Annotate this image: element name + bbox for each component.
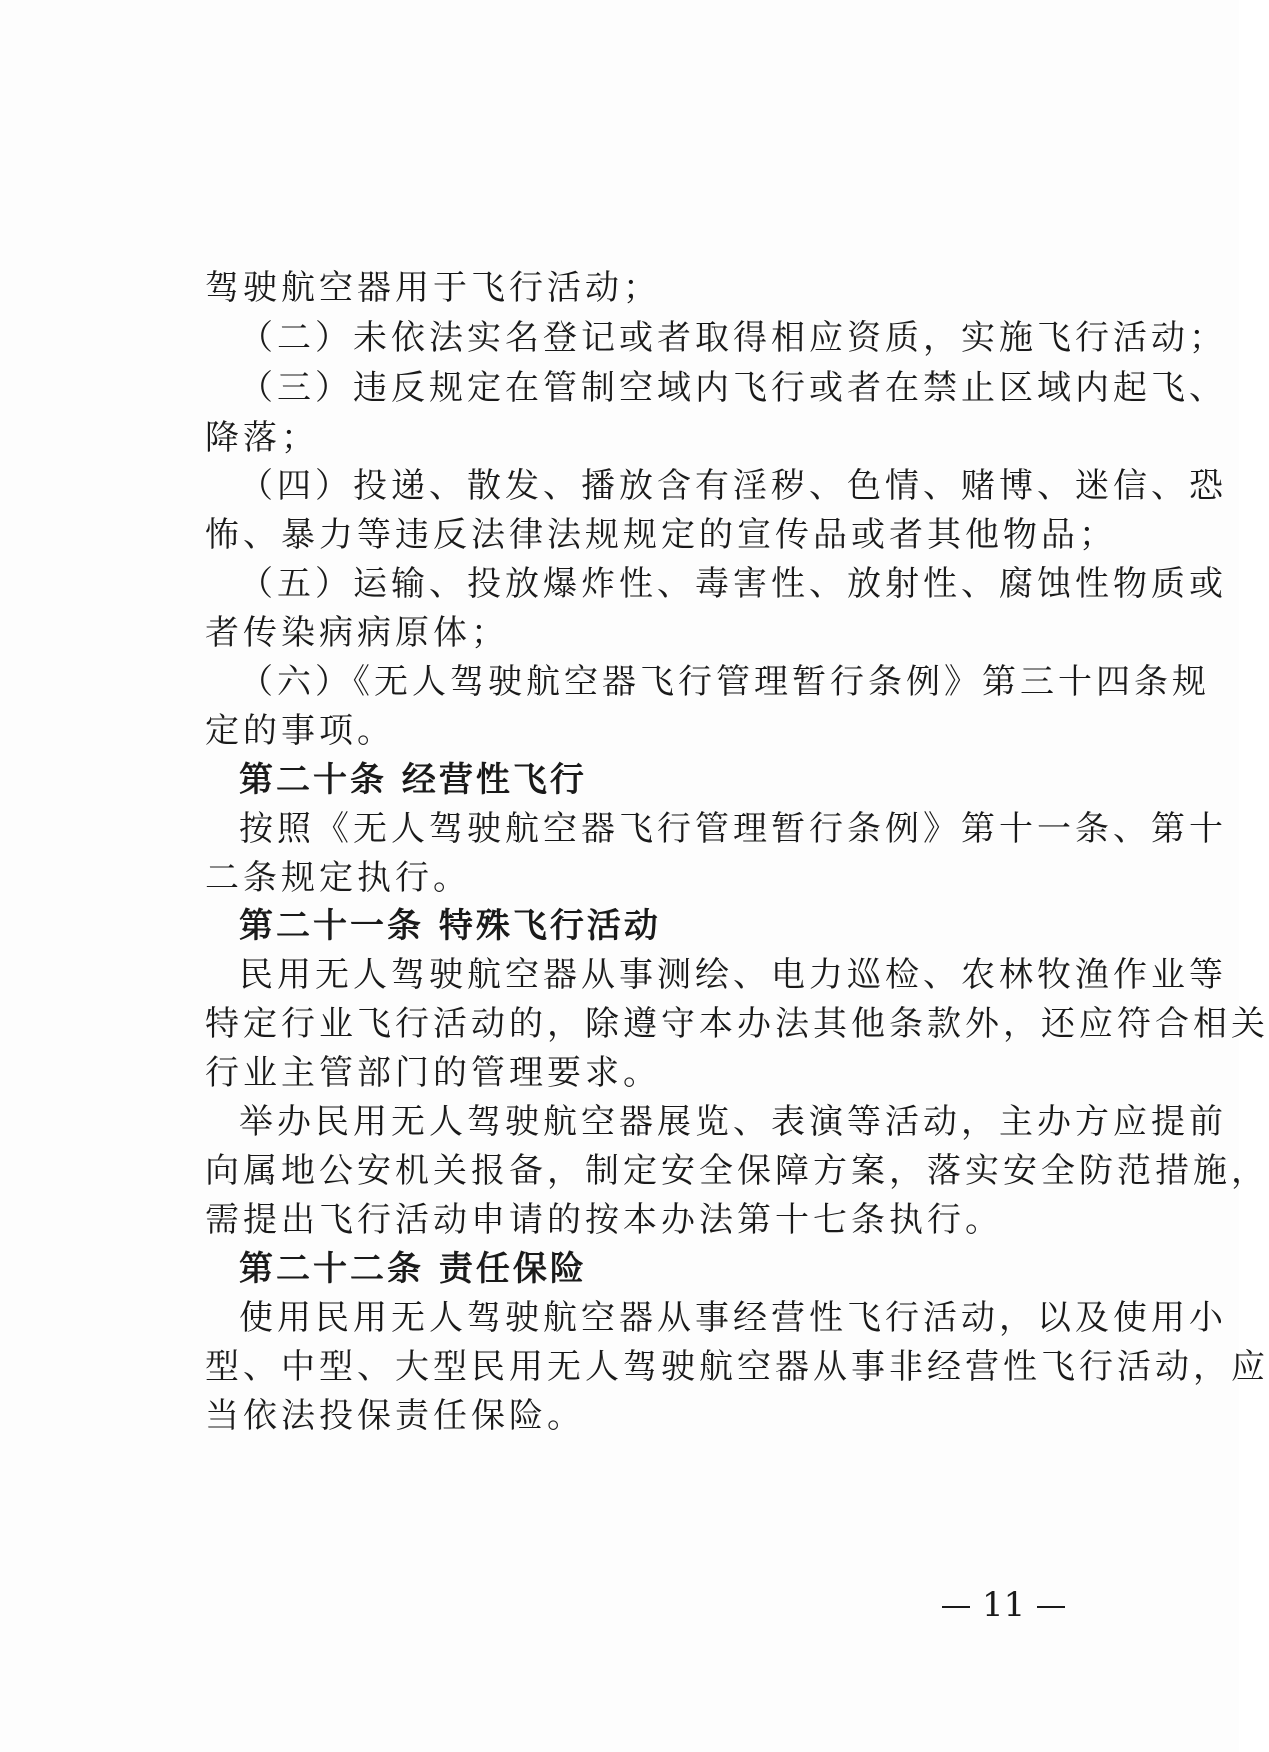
dash-left bbox=[942, 1606, 970, 1608]
text-line: 特定行业飞行活动的，除遵守本办法其他条款外，还应符合相关 bbox=[205, 1004, 1269, 1044]
list-item-2: （二）未依法实名登记或者取得相应资质，实施飞行活动； bbox=[239, 318, 1227, 358]
text-line: 当依法投保责任保险。 bbox=[205, 1396, 585, 1436]
text-line: 怖、暴力等违反法律法规规定的宣传品或者其他物品； bbox=[205, 515, 1117, 555]
list-item-4: （四）投递、散发、播放含有淫秽、色情、赌博、迷信、恐 bbox=[239, 466, 1227, 506]
page-number-value: 11 bbox=[982, 1585, 1026, 1625]
dash-right bbox=[1037, 1606, 1065, 1608]
text-line: 驾驶航空器用于飞行活动； bbox=[205, 268, 661, 308]
text-line: 行业主管部门的管理要求。 bbox=[205, 1053, 661, 1093]
text-line: 需提出飞行活动申请的按本办法第十七条执行。 bbox=[205, 1200, 1003, 1240]
article-heading-22: 第二十二条 责任保险 bbox=[239, 1249, 587, 1289]
text-line: 降落； bbox=[205, 418, 319, 458]
paragraph-line: 按照《无人驾驶航空器飞行管理暂行条例》第十一条、第十 bbox=[239, 809, 1227, 849]
text-line: 型、中型、大型民用无人驾驶航空器从事非经营性飞行活动，应 bbox=[205, 1347, 1269, 1387]
list-item-5: （五）运输、投放爆炸性、毒害性、放射性、腐蚀性物质或 bbox=[239, 564, 1227, 604]
paragraph-line: 使用民用无人驾驶航空器从事经营性飞行活动，以及使用小 bbox=[239, 1298, 1227, 1338]
article-heading-20: 第二十条 经营性飞行 bbox=[239, 760, 587, 800]
list-item-6: （六）《无人驾驶航空器飞行管理暂行条例》第三十四条规 bbox=[239, 662, 1210, 702]
text-line: 定的事项。 bbox=[205, 711, 395, 751]
paragraph-line: 民用无人驾驶航空器从事测绘、电力巡检、农林牧渔作业等 bbox=[239, 955, 1227, 995]
list-item-3: （三）违反规定在管制空域内飞行或者在禁止区域内起飞、 bbox=[239, 368, 1227, 408]
text-line: 向属地公安机关报备，制定安全保障方案，落实安全防范措施， bbox=[205, 1151, 1269, 1191]
page-number bbox=[930, 1575, 1080, 1635]
text-line: 二条规定执行。 bbox=[205, 858, 471, 898]
text-line: 者传染病病原体； bbox=[205, 613, 509, 653]
article-heading-21: 第二十一条 特殊飞行活动 bbox=[239, 906, 661, 946]
paragraph-line: 举办民用无人驾驶航空器展览、表演等活动，主办方应提前 bbox=[239, 1102, 1227, 1142]
